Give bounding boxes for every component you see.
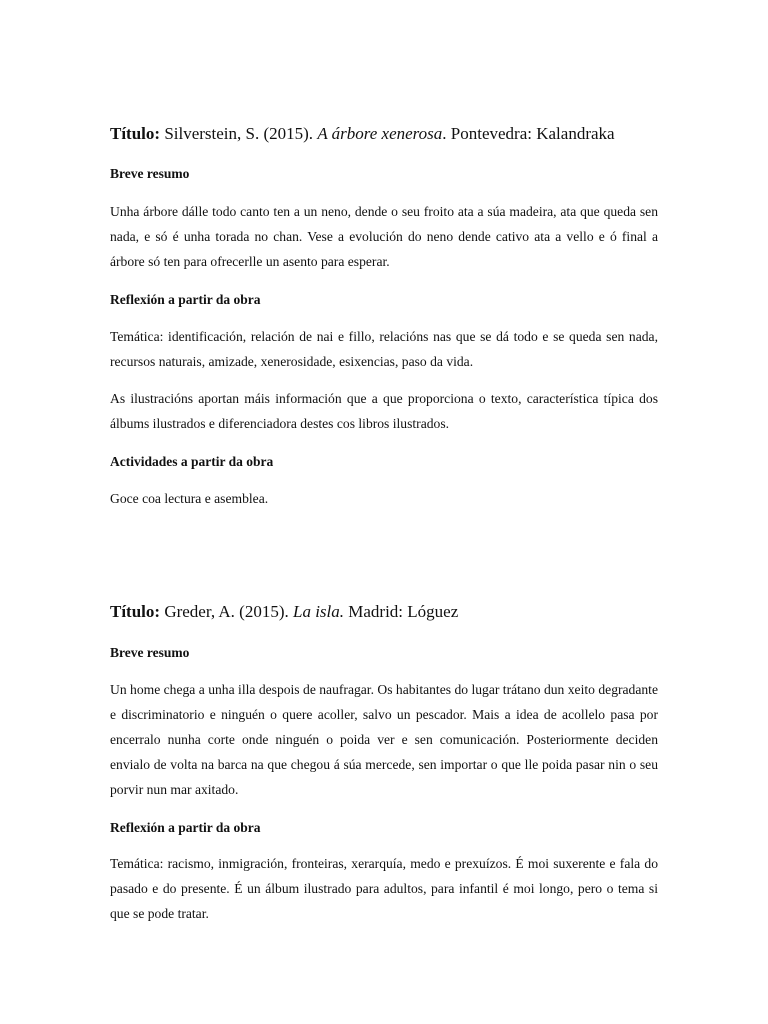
entry-2-reflection-paragraph: Temática: racismo, inmigración, fronteiras, xerarquía, medo e prexuízos. É moi suxerente e fala do pasado e do presente. É un álbum ilustrado para adultos, para infantil é moi longo, pero o tema si que se pode tratar.: [110, 856, 658, 921]
entry-2-citation-author: Greder, A. (2015).: [160, 602, 293, 621]
entry-1-summary-text: Unha árbore dálle todo canto ten a un neno, dende o seu froito ata a súa madeira, ata que queda sen nada, e só é unha torada no chan. Vese a evolución do neno dende cativo ata a vello e ó final a árbore só ten para ofrecerlle un asento para esperar.: [110, 204, 658, 269]
entry-1-activities-text: Goce coa lectura e asemblea.: [110, 491, 269, 506]
entry-1-activities-heading: Actividades a partir da obra: [110, 454, 274, 469]
entry-1-citation-work: A árbore xenerosa: [317, 124, 443, 143]
entry-1-citation-author: Silverstein, S. (2015).: [160, 124, 318, 143]
entry-1-title-label: Título:: [110, 124, 161, 143]
entry-2-title-label: Título:: [110, 602, 161, 621]
entry-1-citation-publisher: . Pontevedra: Kalandraka: [442, 124, 615, 143]
entry-2-summary-heading: Breve resumo: [110, 645, 190, 660]
entry-2-summary-text: Un home chega a unha illa despois de naufragar. Os habitantes do lugar trátano dun xeito degradante e discriminatorio e ninguén o quere acoller, salvo un pescador. Mais a idea de acollelo pasa por encerralo nunha corte onde ninguén o poida ver e sen comunicación. Posteriormente deciden envialo de volta na barca na que chegou á súa mercede, sen importar o que lle poida pasar nin o seu porvir nun mar axitado.: [110, 682, 658, 797]
entry-2-citation-publisher: Madrid: Lóguez: [344, 602, 459, 621]
entry-1-title: [110, 124, 670, 144]
entry-1-summary-heading: Breve resumo: [110, 166, 190, 181]
entry-2-title: [110, 602, 670, 622]
entry-1-reflection-paragraph: Temática: identificación, relación de nai e fillo, relacións nas que se dá todo e se queda sen nada, recursos naturais, amizade, xenerosidade, esixencias, paso da vida.: [110, 329, 658, 369]
entry-2-reflection-heading: Reflexión a partir da obra: [110, 820, 261, 835]
entry-1-reflection-heading: Reflexión a partir da obra: [110, 292, 261, 307]
entry-1-reflection-paragraph: As ilustracións aportan máis información que a que proporciona o texto, característica típica dos álbums ilustrados e diferenciadora destes cos libros ilustrados.: [110, 391, 658, 431]
entry-2-citation-work: La isla.: [292, 602, 345, 621]
